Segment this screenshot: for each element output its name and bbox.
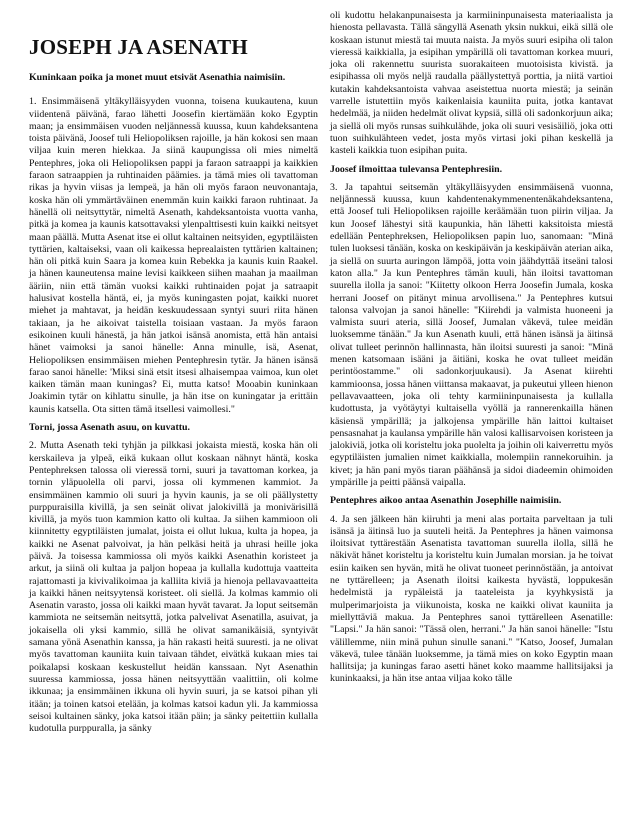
section-heading-proposal: Pentephres aikoo antaa Asenathin Josephille naimisiin. (330, 495, 562, 507)
paragraph-2: 2. Mutta Asenath teki tyhjän ja pilkkasi jokaista miestä, koska hän oli kerskaileva ja ylpeä, eikä kukaan ollut koskaan nähnyt häntä, koska Pentephreksen talossa oli vieressä torni, suuri ja tavattoman korkea, ja tornin yläpuolella oli parvi, jossa oli kymmenen kammiot. Ja ensimmäinen kammio oli suuri ja hyvin kaunis, ja se oli päällystetty purppuraisilla kivillä, ja sen seinät olivat jalokivillä ja monivärisillä kivillä, ja myös tuon kammion katto oli kultaa. Ja siihen kammioon oli kiinnitetty egyptiläisten jumalat, joista ei ollut lukua, kulta ja hopea, ja kaikki ne Asenat palvoivat, ja hän pelkäsi heitä ja uhrasi heille joka päivä. Ja toisessa kammiossa oli myös kaikki Asenathin koristeet ja arkut, ja siinä oli kultaa ja paljon hopeaa ja kullalla kudottuja vaatteita rajattomasti ja kivivalikoimaa ja kalliita kiviä ja hienoja pellavavaatteita ja kaikki hänen neitsyytensä koristeet. oli siellä. Ja kolmas kammio oli Asenatin varasto, jossa oli kaikki maan hyvät tavarat. Ja loput seitsemän kammiota ne seitsemän neitsyttä, jotka palvelivat Asenatilla, asuivat, ja jokaisella oli yksi kammio, sillä he olivat samanikäisiä, syntyivät samana yönä Asenathin kanssa, ja hän rakasti heitä suuresti. ja ne olivat myös tavattoman kauniita kuin taivaan tähdet, eivätkä kukaan mies tai poikalapsi koskaan keskustellut heidän kanssaan. Nyt Asenathin suuressa kammiossa, jossa hänen neitsyyttään vaalittiin, oli kolme ikkunaa; ja ensimmäinen ikkuna oli hyvin suuri, ja se katsoi pihan yli itään; ja toinen katsoi etelään, ja kolmas katsoi kadun yli. Ja kammiossa seisoi kultainen sänky, joka katsoi itään päin; ja sänky peitettiin kullalla kudotulla purppuralla, ja sänky (29, 440, 318, 735)
paragraph-4: 4. Ja sen jälkeen hän kiiruhti ja meni alas portaita parveltaan ja tuli isänsä ja äitinsä luo ja suuteli heitä. Ja Pentephres ja hänen vaimonsa iloitsivat tyttärestään Asenatista tavattoman suurella ilolla, sillä he näkivät hänet koristeltu ja koristeltu kuin Jumalan morsian. ja he toivat esiin kaiken sen hyvän, mitä he olivat tuoneet perinnöstään, ja antoivat ne tyttärelleen; ja Asenath iloitsi kaikesta hyvästä, loppukesän hedelmistä ja rypäleistä ja taateleista ja kyyhkysistä ja mulperimarjoista ja viikunoista, koska ne kaikki olivat kauniita ja miellyttäviä makua. Ja Pentephres sanoi tyttärelleen Asenatille: "Lapsi." Ja hän sanoi: "Tässä olen, herrani." Ja hän sanoi hänelle: "Istu välillemme, niin minä puhun sinulle sanani." "Katso, Joosef, Jumalan väkevä, tulee tänään luoksemme, ja tämä mies on koko Egyptin maan hallitsija; ja kuningas farao asetti hänet koko maamme hallitsijaksi ja kuninkaaksi, ja hän itse antaa viljaa koko tälle (330, 513, 613, 685)
document-subtitle: Kuninkaan poika ja monet muut etsivät Asenathia naimisiin. (29, 72, 286, 83)
paragraph-1: 1. Ensimmäisenä yltäkylläisyyden vuonna, toisena kuukautena, kuun viidentenä päivänä, farao lähetti Joosefin kiertämään koko Egyptin maan; ja ensimmäisen vuoden neljännessä kuussa, kuun kahdeksantena toista päivänä, Joosef tuli Heliopoliksen rajoille, ja hän kokosi sen maan viljaa kuin meren hiekkaa. Ja siinä kaupungissa oli mies nimeltä Pentephres, joka oli Heliopoliksen pappi ja faraon satraappi ja kaikkien faraon satraappien ja ruhtinaiden päämies. ja tämä mies oli tavattoman rikas ja hyvin viisas ja lempeä, ja hän oli myös faraon neuvonantaja, koska hän oli ymmärtäväinen enemmän kuin kaikki faraon ruhtinaat. Ja hänellä oli neitsyttytär, nimeltä Asenath, kahdeksantoista vuotta vanha, pitkä ja komea ja kaunis katsottavaksi ylenpalttisesti kuin kaikki neitsyet maan päällä. Mutta Asenat itse ei ollut kaltainen neitsyiden, egyptiläisten tyttärien, kaltaiseksi, vaan oli kaikessa heprealaisten tyttärien kaltainen; hän oli pitkä kuin Saara ja komea kuin Rebekka ja kaunis kuin Raakel. ja hänen kauneutensa maine levisi kaikkeen siihen maahan ja maailman ääriin, niin että tämän vuoksi kaikki ruhtinaiden pojat ja satraapit halusivat kostella häntä, ei, ja myös kuningasten pojat, kaikki nuoret miehet ja mahtavat, ja heidän keskuudessaan syntyi suuri riita hänen takiaan, ja he aikoivat taistella toisiaan vastaan. Ja myös faraon esikoinen kuuli hänestä, ja hän jatkoi isänsä anomista, että hän antaisi hänet vaimoksi ja sanoi hänelle: Anna minulle, isä, Asenat, Heliopoliksen ensimmäisen miehen Pentephresin tytär. Ja hänen isänsä farao sanoi hänelle: 'Miksi sinä etsit itsesi alhaisempaa vaimoa, kun olet kaiken tämän maan kuningas? Ei, mutta katso! Mooabin kuninkaan Joakimin tytär on kihlattu sinulle, ja hän itse on kuningatar ja erittäin kaunis katsella. Ota sitten tämä itsellesi vaimollesi." (29, 96, 318, 415)
paragraph-3: 3. Ja tapahtui seitsemän yltäkylläisyyden ensimmäisenä vuonna, neljännessä kuussa, kuun kahdentenakymmenentenäkahdeksantena, että Joosef tuli Heliopoliksen rajoille keräämään tuon piirin viljaa. Ja kun Joosef lähestyi sitä kaupunkia, hän lähetti kaksitoista miestä edellään Pentephreksen, Heliopoliksen papin luo, sanomaan: "Minä tulen luoksesi tänään, koska on keskipäivän ja keskipäivän aterian aika, ja siellä on suurta auringon lämpöä, jotta voin jäähdyttää itseäni talosi katon alla." Ja kun Pentephres tämän kuuli, hän iloitsi tavattoman suurella ilolla ja sanoi: "Kiitetty olkoon Herra Joosefin Jumala, koska herrani Joosef on pitänyt minua arvollisena." Ja Pentephres kutsui talonsa valvojan ja sanoi hänelle: "Kiirehdi ja valmista huoneeni ja valmista suuri ateria, sillä Joosef, Jumalan väkevä, tulee meidän luoksemme tänään." Ja kun Asenath kuuli, että hänen isänsä ja äitinsä olivat tulleet perinnön hallinnasta, hän iloitsi suuresti ja sanoi: "Minä menen katsomaan isääni ja äitiäni, koska he ovat tulleet meidän perintöostamme." oli sadonkorjuukausi). Ja Asenat kiirehti kammioonsa, jossa hänen viittansa makaavat, ja pukeutui ylleen hienon pellavavaatteen, joka oli tehty karmiininpunaisesta ja kullalla kudottusta, ja vyötäytyi kultaisella vyöllä ja rannerenkailla hänen käsiensä ympärillä; ja jalkojensa ympärille hän laittoi kultaiset pensasnahat ja kaulansa ympärille hän valosi kallisarvoisen koristeen ja jalokiviä, jotka oli koristeltu joka puolelta ja joihin oli kaiverrettu myös egyptiläisten jumalien nimet kaikkialla, molempiin rannekoruihin. ja kivet; ja hän pani myös tiaran päähänsä ja sidoi diadeemin ohimoiden ympärille ja peitti päänsä vaipalla. (330, 181, 613, 488)
left-column (29, 34, 318, 741)
right-column (330, 10, 613, 692)
document-title: JOSEPH JA ASENATH (29, 35, 248, 59)
paragraph-2-continued: oli kudottu helakanpunaisesta ja karmiininpunaisesta materiaalista ja hienosta pellavasta. Tällä sängyllä Asenath yksin nukkui, eikä sillä ole koskaan istunut miestä tai muuta naista. Ja myös suuri esipiha oli talon vieressä kaikkialla, ja esipihan ympärillä oli tavattoman korkea muuri, joka oli rakennettu suurista suorakaiteen muotoisista kivistä. ja esipihassa oli myös neljä raudalla päällystettyä porttia, ja niitä vartioi kutakin kahdeksantoista vahvaa aseistettua nuorta miestä; ja seinän varrelle istutettiin myös kaikenlaisia kauniita puita, jotka kantavat hedelmää, ja niiden hedelmät olivat kypsiä, sillä oli sadonkorjuun aika; ja siellä oli myös runsas suihkulähde, joka oli suuri vesisäiliö, joka otti tuon suihkulähteen vedet, josta myös virtasi joki pihan keskellä ja kasteli kaikkia tuon esipihan puita. (330, 10, 613, 157)
section-heading-joseph: Joosef ilmoittaa tulevansa Pentephresiin. (330, 163, 503, 175)
section-heading-tower: Torni, jossa Asenath asuu, on kuvattu. (29, 422, 190, 434)
